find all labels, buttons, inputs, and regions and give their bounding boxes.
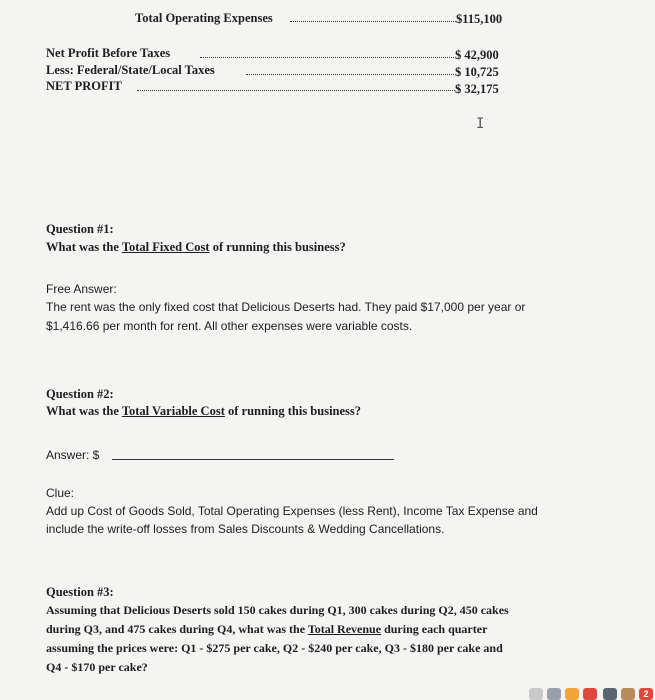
leader-dots: [290, 21, 456, 22]
app-icon[interactable]: [529, 688, 543, 700]
clue-line-2: include the write-off losses from Sales Discounts & Wedding Cancellations.: [46, 522, 445, 536]
question-3-line-2: [46, 621, 487, 637]
answer-input-line[interactable]: [112, 459, 394, 460]
app-icon[interactable]: [583, 688, 597, 700]
question-3-line-2-suffix: during each quarter: [381, 622, 488, 636]
clue-line-1: Add up Cost of Goods Sold, Total Operating Expenses (less Rent), Income Tax Expense and: [46, 504, 538, 518]
question-1-prefix: What was the: [46, 240, 122, 254]
leader-dots: [137, 90, 455, 91]
question-1-text: [46, 239, 346, 255]
question-1-heading: Question #1:: [46, 222, 114, 236]
less-taxes-amount: $ 10,725: [455, 65, 499, 79]
question-2-suffix: of running this business?: [224, 404, 362, 418]
net-profit-before-taxes-label: Net Profit Before Taxes: [46, 46, 171, 60]
text-cursor-icon: I: [476, 116, 485, 132]
question-2-heading: Question #2:: [46, 387, 114, 401]
leader-dots: [200, 57, 454, 58]
question-3-line-3: assuming the prices were: Q1 - $275 per cake, Q2 - $240 per cake, Q3 - $180 per cake and: [46, 641, 503, 655]
net-profit-amount: $ 32,175: [455, 82, 499, 96]
dock-strip: [525, 686, 655, 700]
notification-badge[interactable]: 2: [639, 688, 653, 700]
free-answer-line-1: The rent was the only fixed cost that Delicious Deserts had. They paid $17,000 per year or: [46, 300, 526, 314]
app-icon[interactable]: [547, 688, 561, 700]
clue-label: Clue:: [46, 486, 75, 500]
total-operating-expenses-amount: $115,100: [456, 12, 503, 26]
question-3-emphasis: Total Revenue: [307, 622, 382, 636]
free-answer-line-2: $1,416.66 per month for rent. All other expenses were variable costs.: [46, 319, 413, 333]
question-3-line-2-prefix: during Q3, and 475 cakes during Q4, what was the: [46, 622, 308, 636]
question-2-prefix: What was the: [46, 404, 122, 418]
total-operating-expenses-label: Total Operating Expenses: [135, 11, 273, 25]
leader-dots: [246, 74, 454, 75]
question-1-emphasis: Total Fixed Cost: [121, 240, 210, 254]
answer-label: Answer: $: [46, 448, 100, 462]
app-icon[interactable]: [565, 688, 579, 700]
question-1-suffix: of running this business?: [209, 240, 346, 254]
app-icon[interactable]: [621, 688, 635, 700]
app-icon[interactable]: [603, 688, 617, 700]
net-profit-label: NET PROFIT: [46, 79, 122, 93]
question-2-emphasis: Total Variable Cost: [121, 404, 225, 418]
less-taxes-label: Less: Federal/State/Local Taxes: [46, 63, 215, 77]
question-3-line-1: Assuming that Delicious Deserts sold 150 cakes during Q1, 300 cakes during Q2, 450 cakes: [46, 603, 509, 617]
question-2-text: [46, 403, 361, 419]
free-answer-label: Free Answer:: [46, 282, 117, 296]
net-profit-before-taxes-amount: $ 42,900: [455, 48, 499, 62]
question-3-heading: Question #3:: [46, 585, 114, 599]
question-3-line-4: Q4 - $170 per cake?: [46, 660, 148, 674]
